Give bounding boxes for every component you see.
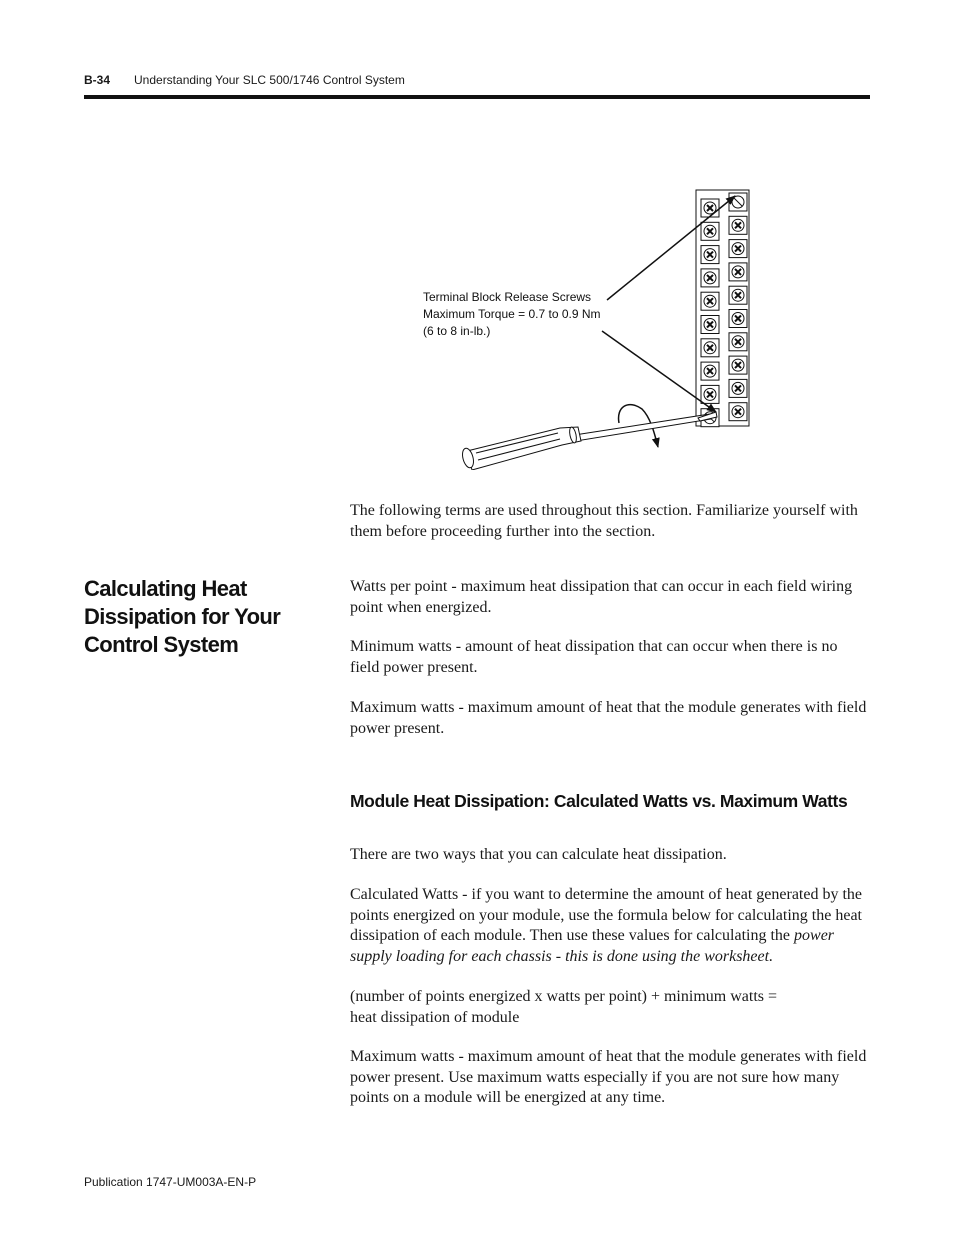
formula-line-2: heat dissipation of module <box>350 1008 520 1026</box>
terminal-block-figure <box>410 185 760 470</box>
publication-footer: Publication 1747-UM003A-EN-P <box>84 1175 257 1189</box>
two-ways-paragraph <box>350 845 870 866</box>
figure-callout-label <box>423 289 601 340</box>
definition-text: Watts per point - maximum heat dissipation that can occur in each field wiring point when energized. <box>350 578 853 616</box>
calculated-watts-text <box>350 885 870 967</box>
callout-line-1: Terminal Block Release Screws <box>423 290 592 304</box>
intro-text: The following terms are used throughout this section. Familiarize yourself with them before proceeding further into the section. <box>350 502 858 540</box>
formula-paragraph <box>350 987 870 1028</box>
definition-watts-per-point <box>350 577 870 618</box>
callout-line-3: (6 to 8 in-lb.) <box>423 324 491 338</box>
running-header-title: Understanding Your SLC 500/1746 Control System <box>134 73 405 87</box>
intro-paragraph <box>350 501 870 542</box>
header-rule <box>84 95 870 99</box>
definition-maximum-watts <box>350 698 870 739</box>
definition-text: Minimum watts - amount of heat dissipation that can occur when there is no field power present. <box>350 638 838 676</box>
definition-minimum-watts <box>350 637 870 678</box>
maximum-watts-text: Maximum watts - maximum amount of heat that the module generates with field power present. Use maximum watts especially if you are not sure how many points on a module will be energized at any time. <box>350 1048 867 1106</box>
calculated-watts-italic: power supply loading for each chassis - this is done using the worksheet. <box>350 927 835 965</box>
definition-text: Maximum watts - maximum amount of heat that the module generates with field power present. <box>350 699 867 737</box>
callout-line-2: Maximum Torque = 0.7 to 0.9 Nm <box>423 307 601 321</box>
calculated-watts-paragraph <box>350 885 870 967</box>
calculated-watts-plain: Calculated Watts - if you want to determine the amount of heat generated by the points energized on your module, use the formula below for calculating the heat dissipation of each module. Then use these values for calculating the <box>350 886 863 944</box>
screwdriver-icon <box>461 412 717 470</box>
formula-line-1: (number of points energized x watts per point) + minimum watts = <box>350 988 778 1005</box>
two-ways-text: There are two ways that you can calculate heat dissipation. <box>350 846 727 863</box>
section-heading: Calculating Heat Dissipation for Your Control System <box>84 576 281 657</box>
maximum-watts-paragraph <box>350 1047 870 1109</box>
page-number: B-34 <box>84 73 111 87</box>
subheading: Module Heat Dissipation: Calculated Watts vs. Maximum Watts <box>350 791 848 811</box>
